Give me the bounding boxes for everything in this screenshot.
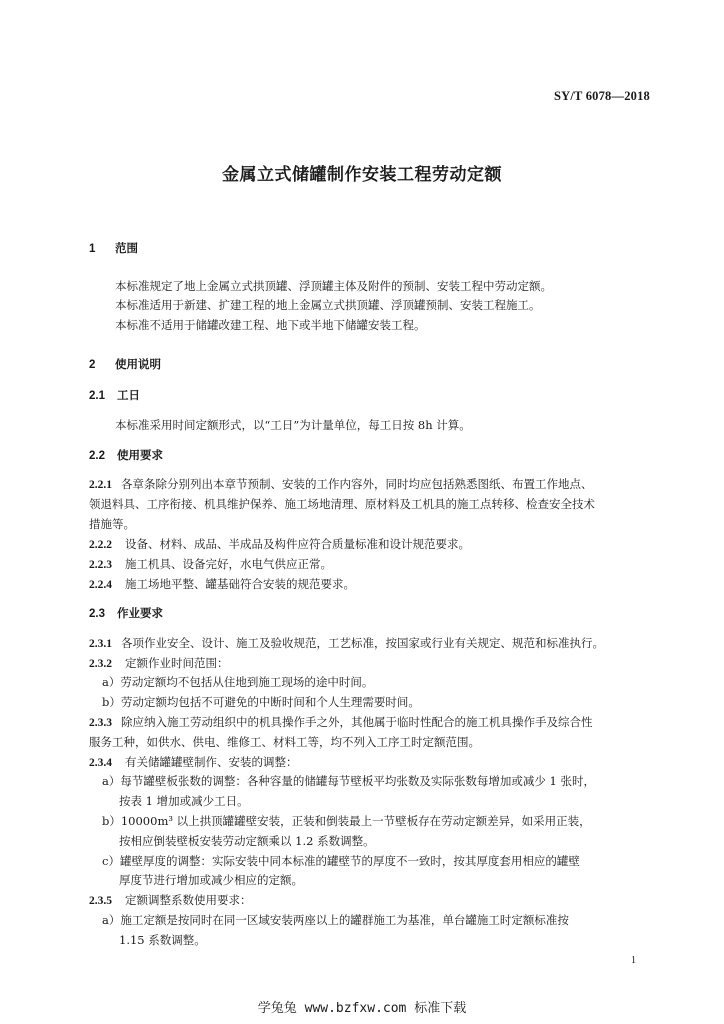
clause-2-2-3 xyxy=(89,555,332,574)
clause-text: 定额作业时间范围： xyxy=(125,656,229,670)
section-number: 2.2 xyxy=(89,450,105,462)
clause-2-2-4 xyxy=(89,575,355,594)
clause-2-3-3 xyxy=(89,713,593,732)
section-number: 1 xyxy=(89,243,96,255)
clause-2-3-5 xyxy=(89,891,252,910)
clause-text: 施工场地平整、罐基础符合安装的规范要求。 xyxy=(125,577,355,591)
page-number: 1 xyxy=(631,955,636,966)
section-title: 使用说明 xyxy=(115,357,161,371)
list-item-continuation: 1.15 系数调整。 xyxy=(119,933,206,947)
list-item-continuation: 按表 1 增加或减少工日。 xyxy=(119,794,249,808)
document-title: 金属立式储罐制作安装工程劳动定额 xyxy=(222,165,502,185)
paragraph: 本标准规定了地上金属立式拱顶罐、浮顶罐主体及附件的预制、安装工程中劳动定额。 xyxy=(115,279,552,293)
clause-number: 2.2.3 xyxy=(89,559,112,571)
clause-text: 各项作业安全、设计、施工及验收规范，工艺标准，按国家或行业有关规定、规范和标准执行。 xyxy=(121,636,604,650)
subsection-heading-2-1 xyxy=(89,386,140,405)
clause-text: 设备、材料、成品、半成品及构件应符合质量标准和设计规范要求。 xyxy=(125,537,470,551)
section-number: 2.1 xyxy=(89,390,105,402)
section-title: 工日 xyxy=(117,388,140,402)
clause-2-3-1 xyxy=(89,634,604,653)
list-item: b）劳动定额均包括不可避免的中断时间和个人生理需要时间。 xyxy=(102,695,420,709)
clause-number: 2.3.3 xyxy=(89,717,112,729)
list-item: b）10000m³ 以上拱顶罐罐壁安装，正装和倒装最上一节壁板存在劳动定额差异，如采用正装， xyxy=(102,814,591,828)
list-item-continuation: 按相应倒装壁板安装劳动定额乘以 1.2 系数调整。 xyxy=(119,834,375,848)
paragraph: 本标准适用于新建、扩建工程的地上金属立式拱顶罐、浮顶罐预制、安装工程施工。 xyxy=(115,298,541,312)
clause-number: 2.3.4 xyxy=(89,757,112,769)
section-number: 2.3 xyxy=(89,608,105,620)
clause-text: 有关储罐罐壁制作、安装的调整： xyxy=(125,755,298,769)
clause-continuation: 服务工种，如供水、供电、维修工、材料工等，均不列入工序工时定额范围。 xyxy=(89,735,480,749)
paragraph: 本标准不适用于储罐改建工程、地下或半地下储罐安装工程。 xyxy=(115,318,426,332)
subsection-heading-2-3 xyxy=(89,604,163,623)
list-item: a）施工定额是按同时在同一区域安装两座以上的罐群施工为基准，单台罐施工时定额标准按 xyxy=(102,913,569,927)
list-item: c）罐壁厚度的调整：实际安装中同本标准的罐壁节的厚度不一致时，按其厚度套用相应的罐壁 xyxy=(102,854,580,868)
clause-text: 除应纳入施工劳动组织中的机具操作手之外，其他属于临时性配合的施工机具操作手及综合性 xyxy=(121,715,593,729)
section-heading-1 xyxy=(89,239,138,258)
clause-2-2-2 xyxy=(89,535,470,554)
section-title: 范围 xyxy=(115,241,138,255)
footer-watermark: 学兔兔 www.bzfxw.com 标准下载 xyxy=(257,1001,467,1016)
list-item: a）每节罐壁板张数的调整：各种容量的储罐每节壁板平均张数及实际张数每增加或减少 1 张时， xyxy=(102,774,595,788)
clause-text: 定额调整系数使用要求： xyxy=(125,893,252,907)
clause-number: 2.3.5 xyxy=(89,895,112,907)
list-item: a）劳动定额均不包括从住地到施工现场的途中时间。 xyxy=(102,675,374,689)
clause-number: 2.3.2 xyxy=(89,658,112,670)
clause-2-3-4 xyxy=(89,753,298,772)
clause-number: 2.2.2 xyxy=(89,539,112,551)
section-title: 使用要求 xyxy=(117,448,163,462)
section-heading-2 xyxy=(89,355,161,374)
clause-number: 2.2.1 xyxy=(89,479,112,491)
list-item-continuation: 厚度节进行增加或减少相应的定额。 xyxy=(119,873,303,887)
subsection-heading-2-2 xyxy=(89,446,163,465)
clause-2-2-1 xyxy=(89,475,593,494)
clause-text: 各章条除分别列出本章节预制、安装的工作内容外，同时均应包括熟悉图纸、布置工作地点、 xyxy=(121,477,593,491)
clause-number: 2.3.1 xyxy=(89,638,112,650)
clause-continuation: 措施等。 xyxy=(89,517,135,531)
section-number: 2 xyxy=(89,359,96,371)
clause-continuation: 领退料具、工序衔接、机具维护保养、施工场地清理、原材料及工机具的施工点转移、检查安全技术 xyxy=(89,497,595,511)
clause-number: 2.2.4 xyxy=(89,579,112,591)
standard-code: SY/T 6078—2018 xyxy=(554,89,650,103)
clause-2-3-2 xyxy=(89,654,229,673)
clause-text: 施工机具、设备完好，水电气供应正常。 xyxy=(125,557,332,571)
section-title: 作业要求 xyxy=(117,606,163,620)
paragraph: 本标准采用时间定额形式，以“工日”为计量单位，每工日按 8h 计算。 xyxy=(115,418,471,432)
